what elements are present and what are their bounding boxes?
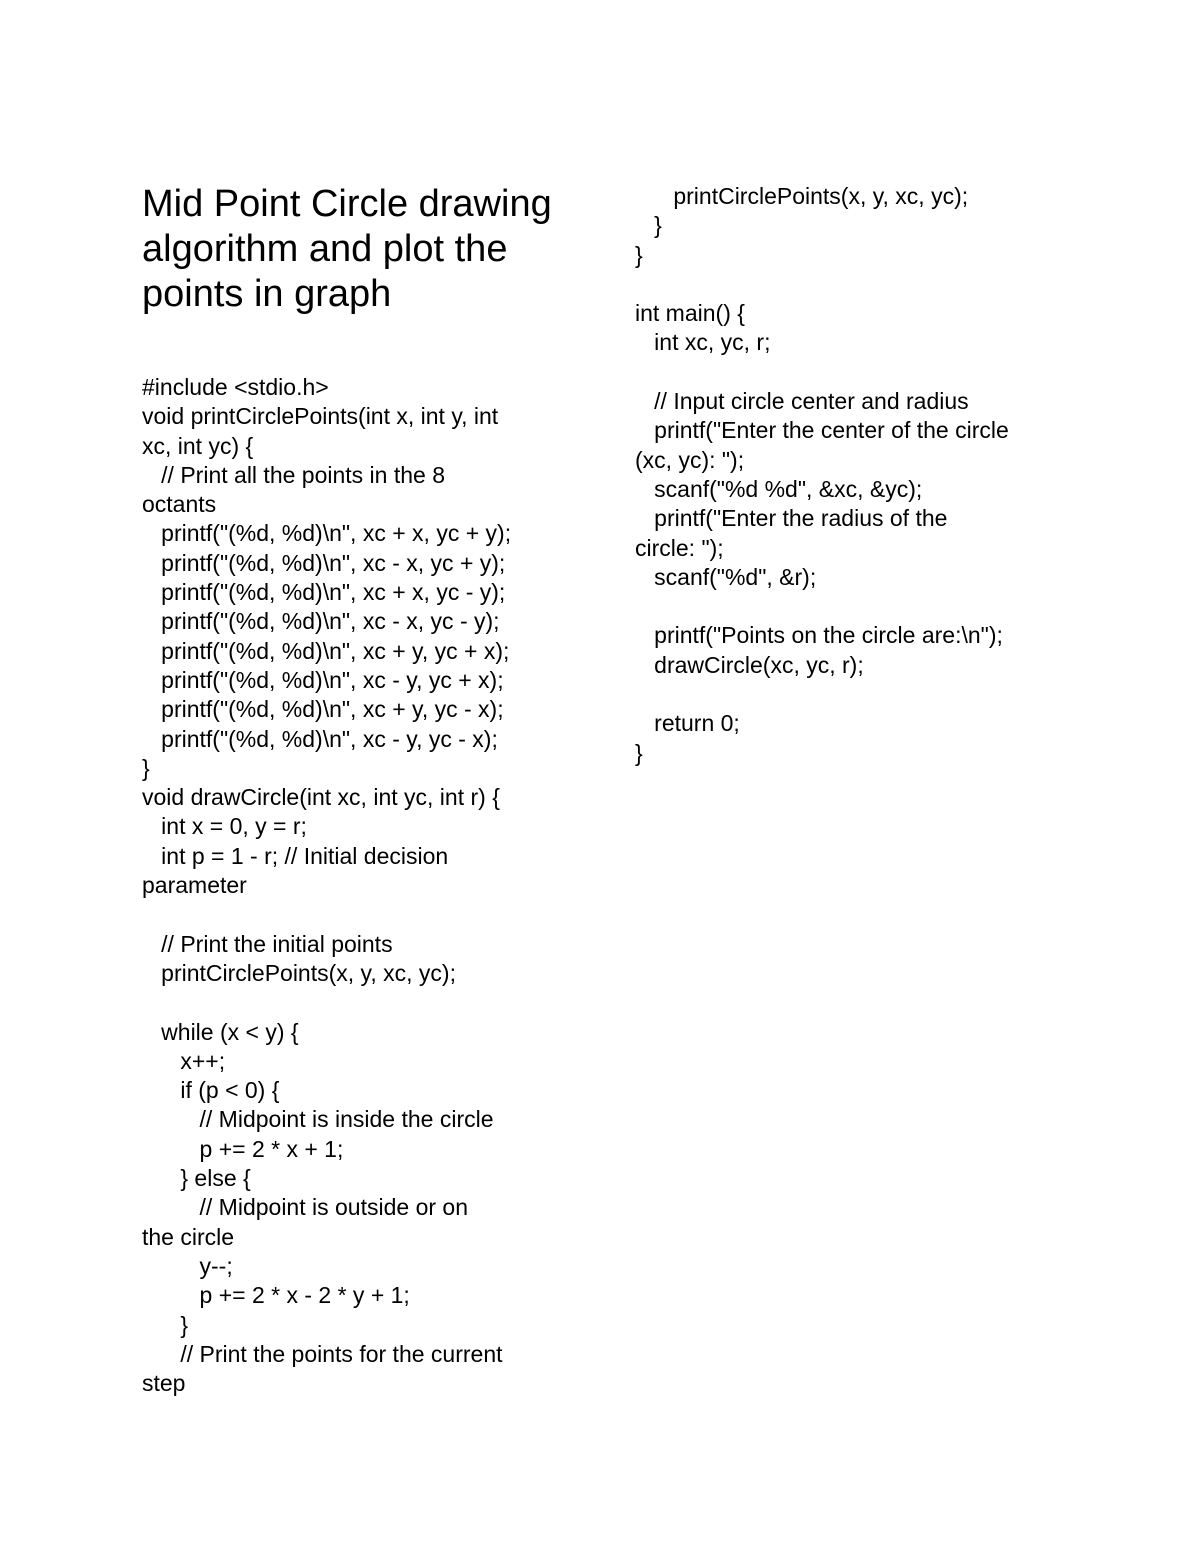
- code-line: drawCircle(xc, yc, r);: [635, 651, 864, 678]
- code-line: while (x < y) {: [142, 1018, 299, 1045]
- code-line: y--;: [142, 1252, 233, 1279]
- code-line: (xc, yc): ");: [635, 446, 745, 473]
- code-line: return 0;: [635, 710, 740, 737]
- code-line: [635, 358, 1009, 387]
- code-line: }: [142, 754, 150, 781]
- code-line: xc, int yc) {: [142, 432, 254, 459]
- code-line: int main() {: [635, 300, 745, 327]
- code-line: int x = 0, y = r;: [142, 813, 307, 840]
- code-line: int p = 1 - r; // Initial decision: [142, 842, 449, 869]
- code-line: [635, 270, 1009, 299]
- code-line: void printCirclePoints(int x, int y, int: [142, 403, 499, 430]
- code-block-right: [635, 182, 1009, 768]
- code-line: p += 2 * x - 2 * y + 1;: [142, 1282, 410, 1309]
- code-line: printf("Points on the circle are:\n");: [635, 622, 1003, 649]
- code-line: #include <stdio.h>: [142, 374, 329, 400]
- code-line: }: [635, 241, 643, 268]
- left-column: [142, 182, 582, 1397]
- code-line: p += 2 * x + 1;: [142, 1135, 344, 1162]
- code-line: printf("(%d, %d)\n", xc - x, yc - y);: [142, 608, 500, 635]
- code-line: step: [142, 1370, 186, 1397]
- code-line: printf("(%d, %d)\n", xc + x, yc - y);: [142, 579, 506, 606]
- code-line: printf("(%d, %d)\n", xc + y, yc - x);: [142, 696, 504, 723]
- code-line: // Print all the points in the 8: [142, 461, 445, 488]
- code-line: if (p < 0) {: [142, 1077, 280, 1104]
- code-line: printf("(%d, %d)\n", xc - y, yc - x);: [142, 725, 498, 752]
- code-line: // Midpoint is outside or on: [142, 1194, 468, 1221]
- code-line: octants: [142, 491, 217, 518]
- code-line: }: [635, 739, 643, 766]
- code-line: void drawCircle(int xc, int yc, int r) {: [142, 784, 500, 811]
- code-line: [142, 900, 511, 929]
- code-line: printf("(%d, %d)\n", xc + x, yc + y);: [142, 520, 512, 547]
- code-line: printCirclePoints(x, y, xc, yc);: [142, 959, 456, 986]
- code-line: parameter: [142, 872, 247, 899]
- code-line: the circle: [142, 1223, 235, 1250]
- code-line: }: [635, 212, 662, 239]
- code-line: [635, 592, 1009, 621]
- code-line: // Input circle center and radius: [635, 388, 969, 415]
- code-line: int xc, yc, r;: [635, 329, 771, 356]
- code-line: printf("(%d, %d)\n", xc - x, yc + y);: [142, 549, 506, 576]
- code-line: printf("(%d, %d)\n", xc - y, yc + x);: [142, 666, 504, 693]
- code-line: scanf("%d", &r);: [635, 563, 817, 590]
- code-line: } else {: [142, 1165, 251, 1192]
- code-line: printf("(%d, %d)\n", xc + y, yc + x);: [142, 637, 510, 664]
- code-line: scanf("%d %d", &xc, &yc);: [635, 475, 923, 502]
- page-title: Mid Point Circle drawing algorithm and plot the points in graph: [142, 183, 552, 315]
- code-line: x++;: [142, 1047, 226, 1074]
- code-line: // Midpoint is inside the circle: [142, 1106, 494, 1133]
- code-line: [142, 988, 511, 1017]
- code-block-left: [142, 373, 511, 1398]
- code-line: // Print the initial points: [142, 930, 393, 957]
- code-line: [635, 680, 1009, 709]
- code-line: printf("Enter the center of the circle: [635, 417, 1009, 444]
- code-line: printf("Enter the radius of the: [635, 505, 948, 532]
- code-line: circle: ");: [635, 534, 724, 561]
- code-line: // Print the points for the current: [142, 1340, 503, 1367]
- code-line: }: [142, 1311, 189, 1338]
- code-line: printCirclePoints(x, y, xc, yc);: [635, 183, 969, 209]
